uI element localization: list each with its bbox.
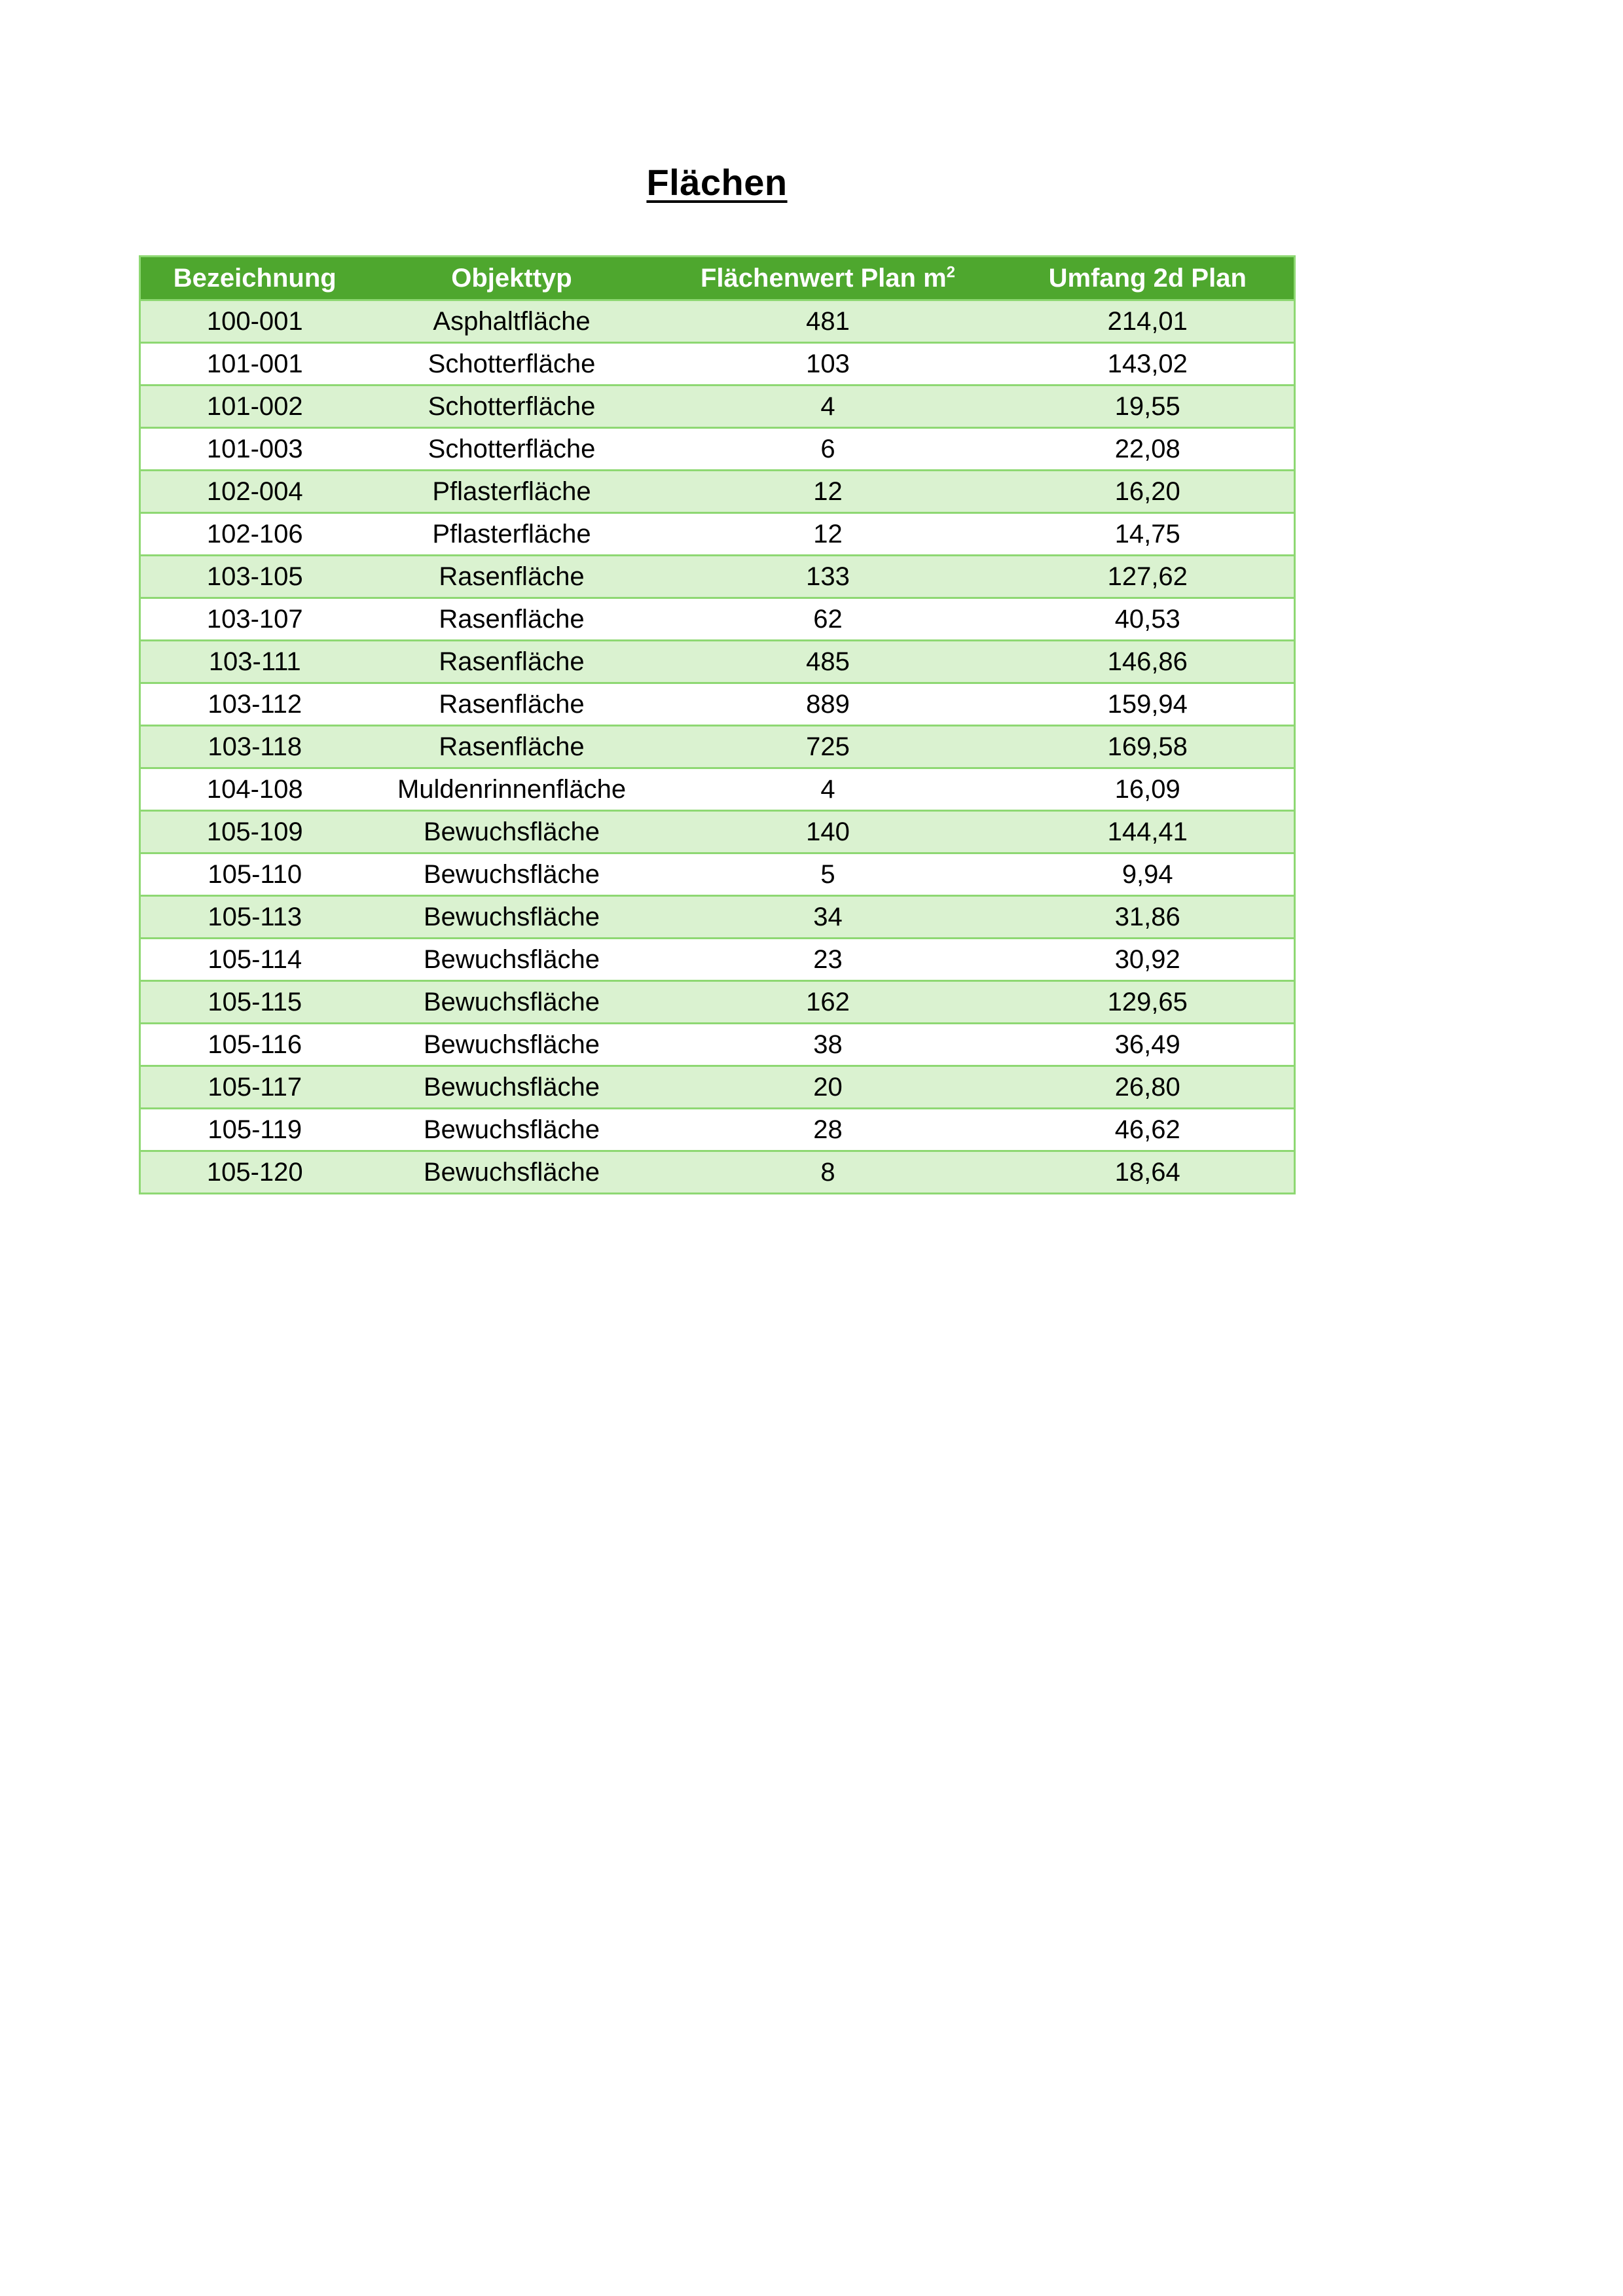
cell-flaechenwert: 8 xyxy=(820,1157,835,1187)
cell-bezeichnung: 103-105 xyxy=(140,556,369,598)
cell-umfang: 143,02 xyxy=(1002,343,1295,386)
cell-bezeichnung: 105-113 xyxy=(140,896,369,939)
cell-bezeichnung: 105-109 xyxy=(140,811,369,853)
cell-umfang: 19,55 xyxy=(1002,386,1295,428)
table-row xyxy=(140,1066,1295,1109)
cell-objekttyp: Pflasterfläche xyxy=(432,519,591,548)
cell-umfang: 214,01 xyxy=(1002,300,1295,343)
table-row xyxy=(140,428,1295,471)
cell-flaechenwert: 38 xyxy=(813,1030,843,1059)
cell-bezeichnung: 103-107 xyxy=(140,598,369,641)
cell-bezeichnung: 104-108 xyxy=(140,768,369,811)
table-row xyxy=(140,683,1295,726)
cell-bezeichnung: 103-112 xyxy=(140,683,369,726)
cell-umfang: 127,62 xyxy=(1002,556,1295,598)
cell-flaechenwert: 103 xyxy=(806,349,850,378)
cell-flaechenwert: 889 xyxy=(806,689,850,719)
cell-objekttyp: Bewuchsfläche xyxy=(423,1157,600,1187)
table-row xyxy=(140,853,1295,896)
cell-bezeichnung: 105-110 xyxy=(140,853,369,896)
cell-umfang: 169,58 xyxy=(1002,726,1295,768)
cell-objekttyp: Bewuchsfläche xyxy=(423,1115,600,1144)
cell-objekttyp: Bewuchsfläche xyxy=(423,817,600,846)
table-row xyxy=(140,641,1295,683)
table-header xyxy=(140,257,1295,300)
cell-objekttyp: Schotterfläche xyxy=(428,349,596,378)
table-row xyxy=(140,939,1295,981)
cell-objekttyp: Rasenfläche xyxy=(439,732,585,761)
table-row xyxy=(140,811,1295,853)
cell-objekttyp: Schotterfläche xyxy=(428,391,596,421)
cell-bezeichnung: 105-116 xyxy=(140,1024,369,1066)
cell-flaechenwert: 23 xyxy=(813,944,843,974)
cell-flaechenwert: 5 xyxy=(820,859,835,889)
cell-bezeichnung: 103-111 xyxy=(140,641,369,683)
cell-umfang: 18,64 xyxy=(1002,1151,1295,1194)
cell-objekttyp: Bewuchsfläche xyxy=(423,859,600,889)
table-row xyxy=(140,768,1295,811)
cell-bezeichnung: 102-106 xyxy=(140,513,369,556)
cell-objekttyp: Rasenfläche xyxy=(439,562,585,591)
cell-bezeichnung: 102-004 xyxy=(140,471,369,513)
header-row xyxy=(140,257,1295,300)
cell-umfang: 16,20 xyxy=(1002,471,1295,513)
cell-bezeichnung: 105-115 xyxy=(140,981,369,1024)
cell-flaechenwert: 12 xyxy=(813,519,843,548)
cell-umfang: 26,80 xyxy=(1002,1066,1295,1109)
header-bezeichnung: Bezeichnung xyxy=(140,257,369,300)
cell-objekttyp: Bewuchsfläche xyxy=(423,902,600,931)
cell-objekttyp: Bewuchsfläche xyxy=(423,1072,600,1102)
cell-objekttyp: Rasenfläche xyxy=(439,647,585,676)
cell-flaechenwert: 4 xyxy=(820,774,835,804)
cell-umfang: 146,86 xyxy=(1002,641,1295,683)
cell-bezeichnung: 103-118 xyxy=(140,726,369,768)
cell-flaechenwert: 140 xyxy=(806,817,850,846)
cell-umfang: 40,53 xyxy=(1002,598,1295,641)
cell-flaechenwert: 4 xyxy=(820,391,835,421)
cell-bezeichnung: 105-117 xyxy=(140,1066,369,1109)
cell-flaechenwert: 162 xyxy=(806,987,850,1016)
header-flaechenwert-label: Flächenwert Plan m xyxy=(700,263,947,293)
cell-flaechenwert: 34 xyxy=(813,902,843,931)
cell-bezeichnung: 105-119 xyxy=(140,1109,369,1151)
table-row xyxy=(140,896,1295,939)
cell-objekttyp: Bewuchsfläche xyxy=(423,1030,600,1059)
header-flaechenwert-exponent: 2 xyxy=(946,263,956,281)
cell-umfang: 9,94 xyxy=(1002,853,1295,896)
cell-objekttyp: Bewuchsfläche xyxy=(423,944,600,974)
cell-bezeichnung: 105-120 xyxy=(140,1151,369,1194)
cell-umfang: 46,62 xyxy=(1002,1109,1295,1151)
cell-umfang: 144,41 xyxy=(1002,811,1295,853)
cell-flaechenwert: 6 xyxy=(820,434,835,463)
cell-objekttyp: Muldenrinnenfläche xyxy=(397,774,627,804)
table-row xyxy=(140,726,1295,768)
cell-umfang: 36,49 xyxy=(1002,1024,1295,1066)
table-row xyxy=(140,1151,1295,1194)
cell-flaechenwert: 133 xyxy=(806,562,850,591)
cell-bezeichnung: 101-001 xyxy=(140,343,369,386)
cell-bezeichnung: 100-001 xyxy=(140,300,369,343)
table-row xyxy=(140,1109,1295,1151)
cell-objekttyp: Pflasterfläche xyxy=(432,476,591,506)
cell-flaechenwert: 725 xyxy=(806,732,850,761)
cell-umfang: 16,09 xyxy=(1002,768,1295,811)
table-row xyxy=(140,471,1295,513)
table-row xyxy=(140,300,1295,343)
cell-umfang: 22,08 xyxy=(1002,428,1295,471)
cell-flaechenwert: 28 xyxy=(813,1115,843,1144)
cell-objekttyp: Rasenfläche xyxy=(439,604,585,634)
header-umfang: Umfang 2d Plan xyxy=(1002,257,1295,300)
table-row xyxy=(140,1024,1295,1066)
table-body xyxy=(140,300,1295,1194)
header-flaechenwert xyxy=(655,257,1002,300)
cell-flaechenwert: 62 xyxy=(813,604,843,634)
cell-bezeichnung: 101-003 xyxy=(140,428,369,471)
cell-objekttyp: Rasenfläche xyxy=(439,689,585,719)
table-row xyxy=(140,981,1295,1024)
table-row xyxy=(140,386,1295,428)
cell-flaechenwert: 481 xyxy=(806,306,850,336)
page-title: Flächen xyxy=(646,162,788,203)
cell-flaechenwert: 12 xyxy=(813,476,843,506)
cell-flaechenwert: 20 xyxy=(813,1072,843,1102)
cell-bezeichnung: 101-002 xyxy=(140,386,369,428)
cell-umfang: 30,92 xyxy=(1002,939,1295,981)
table-row xyxy=(140,556,1295,598)
table-row xyxy=(140,598,1295,641)
cell-objekttyp: Asphaltfläche xyxy=(433,306,591,336)
cell-umfang: 31,86 xyxy=(1002,896,1295,939)
header-objekttyp: Objekttyp xyxy=(369,257,655,300)
cell-umfang: 129,65 xyxy=(1002,981,1295,1024)
table-row xyxy=(140,513,1295,556)
cell-bezeichnung: 105-114 xyxy=(140,939,369,981)
areas-table xyxy=(139,255,1296,1194)
cell-umfang: 159,94 xyxy=(1002,683,1295,726)
cell-flaechenwert: 485 xyxy=(806,647,850,676)
cell-umfang: 14,75 xyxy=(1002,513,1295,556)
table-row xyxy=(140,343,1295,386)
cell-objekttyp: Schotterfläche xyxy=(428,434,596,463)
cell-objekttyp: Bewuchsfläche xyxy=(423,987,600,1016)
